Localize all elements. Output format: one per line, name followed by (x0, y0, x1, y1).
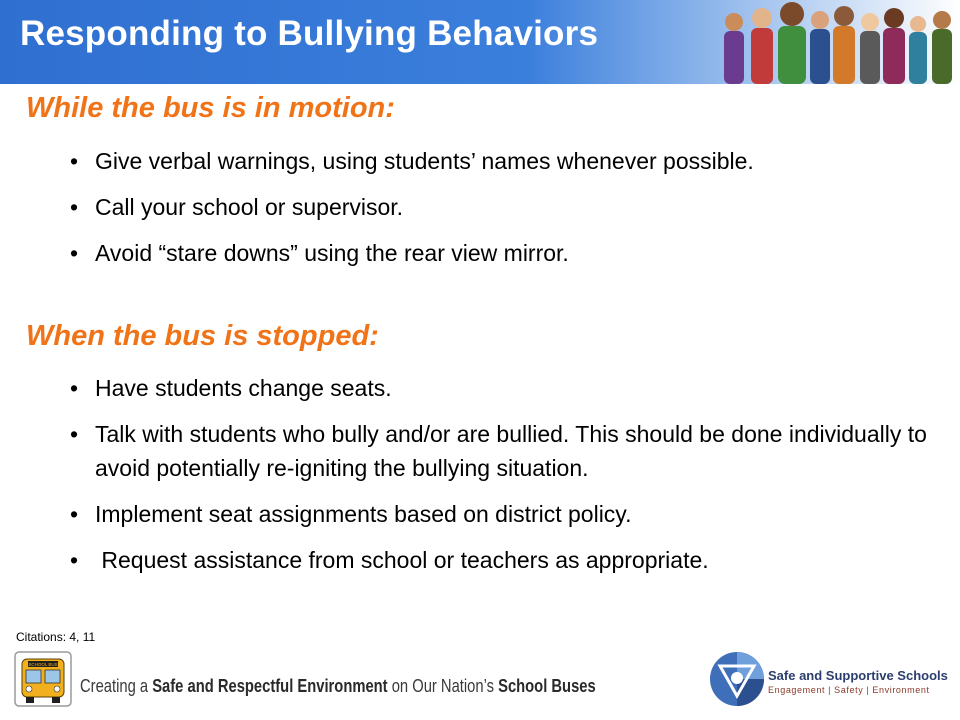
bullet-text: Give verbal warnings, using students’ names whenever possible. (95, 148, 754, 174)
motion-bullet-list (70, 144, 930, 270)
bullet-marker: • (70, 375, 79, 401)
bullet-text: Implement seat assignments based on district policy. (95, 501, 632, 527)
list-item (70, 144, 930, 178)
section-heading-motion: While the bus is in motion: (26, 92, 395, 124)
bullet-marker: • (70, 547, 79, 573)
footer-tagline (80, 676, 596, 697)
org-subtitle: Engagement | Safety | Environment (768, 685, 930, 695)
bullet-text: Call your school or supervisor. (95, 194, 404, 220)
bullet-marker: • (70, 148, 79, 174)
tagline-part: on Our Nation’s (387, 676, 499, 696)
bullet-marker: • (70, 501, 79, 527)
section-heading-stopped: When the bus is stopped: (26, 320, 379, 352)
title-banner (0, 0, 960, 84)
tagline-part: Creating a (80, 676, 153, 696)
citations: Citations: 4, 11 (16, 630, 96, 644)
tagline-bold: Safe and Respectful Environment (152, 676, 388, 696)
bullet-marker: • (70, 421, 79, 447)
students-photo (712, 0, 960, 84)
bullet-text: Avoid “stare downs” using the rear view mirror. (95, 240, 569, 266)
bullet-marker: • (70, 194, 79, 220)
list-item (70, 417, 930, 485)
list-item (70, 236, 930, 270)
list-item (70, 543, 930, 577)
list-item (70, 371, 930, 405)
school-bus-icon (14, 651, 72, 707)
list-item (70, 497, 930, 531)
list-item (70, 190, 930, 224)
bullet-marker: • (70, 240, 79, 266)
bullet-text: Talk with students who bully and/or are bullied. This should be done individually to avoid potentially re-igniting the bullying situation. (95, 421, 927, 481)
stopped-bullet-list (70, 371, 930, 577)
bullet-text: Request assistance from school or teachers as appropriate. (95, 547, 709, 573)
tagline-bold: School Buses (498, 676, 596, 696)
safe-supportive-schools-logo (708, 650, 766, 708)
bullet-text: Have students change seats. (95, 375, 392, 401)
bus-sign-text: SCHOOL BUS (28, 662, 58, 667)
slide-title: Responding to Bullying Behaviors (20, 14, 599, 53)
org-name: Safe and Supportive Schools (768, 668, 948, 683)
